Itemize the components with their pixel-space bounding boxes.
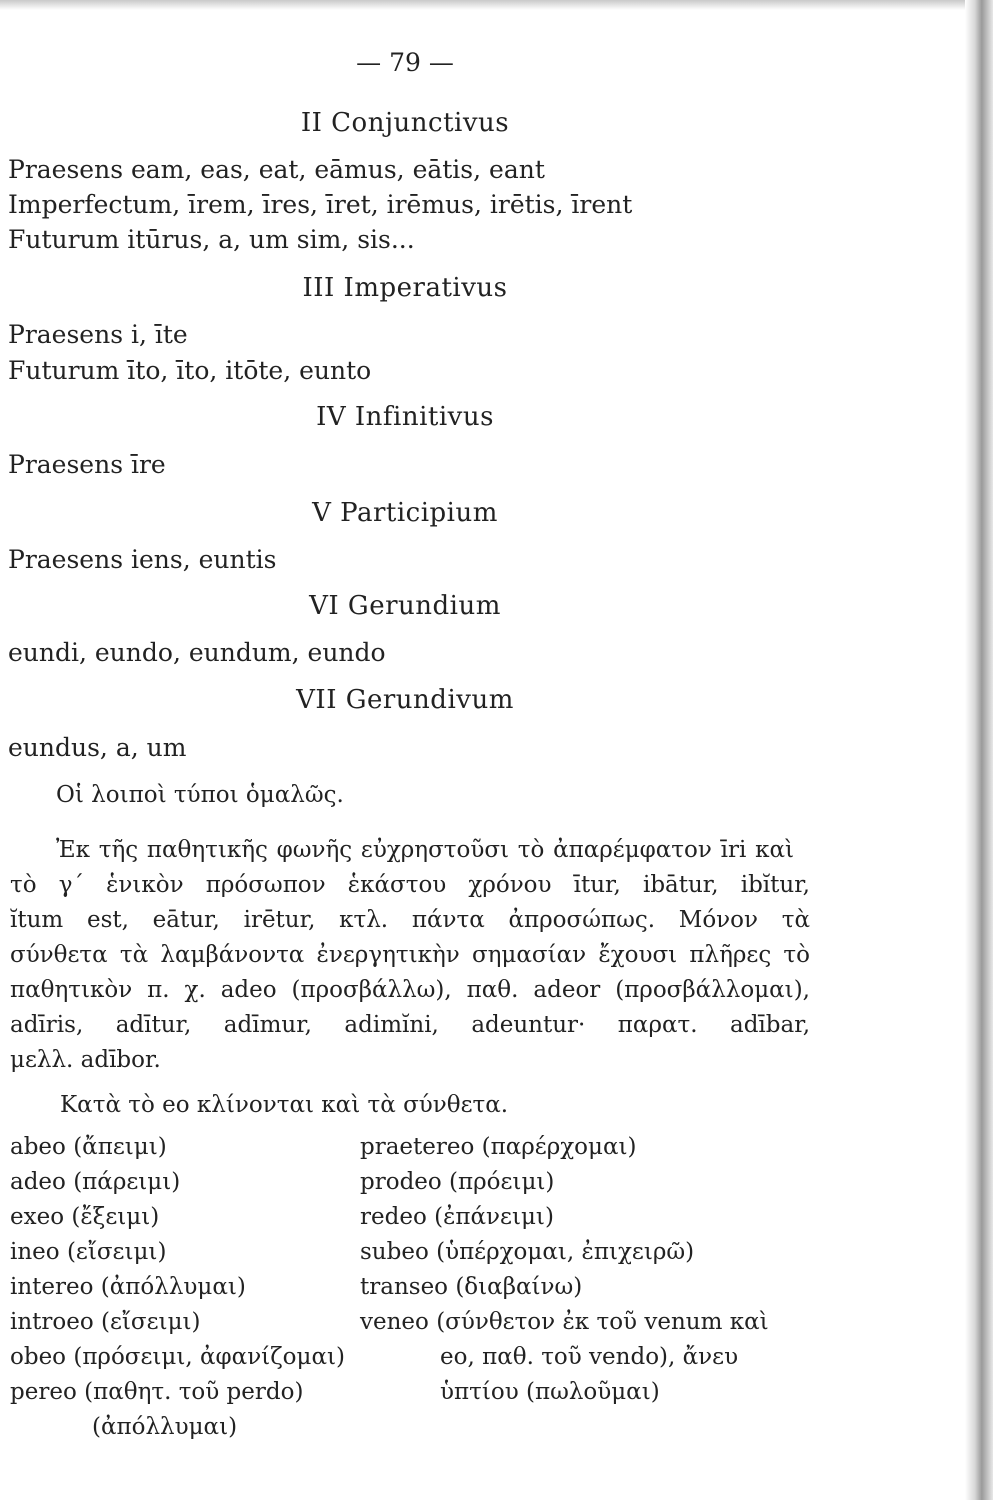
- compound-item: adeo (πάρειμι): [10, 1169, 181, 1195]
- text-line: eundus, a, um: [8, 733, 187, 762]
- paragraph-line: παθητικὸν π. χ. adeo (προσβάλλω), παθ. adeor (προσβάλλομαι),: [10, 977, 810, 1003]
- compound-item: veneo (σύνθετον ἐκ τοῦ venum καὶ: [360, 1309, 769, 1335]
- text-line: Futurum itūrus, a, um sim, sis...: [8, 225, 415, 254]
- text-line: Praesens īre: [8, 450, 166, 479]
- text-line: Οἱ λοιποὶ τύποι ὁμαλῶς.: [56, 782, 344, 808]
- page-number: — 79 —: [356, 48, 454, 77]
- compound-item: obeo (πρόσειμι, ἀφανίζομαι): [10, 1344, 345, 1370]
- text-line: Imperfectum, īrem, īres, īret, irēmus, irētis, īrent: [8, 190, 633, 219]
- compound-item: ineo (εἴσειμι): [10, 1239, 167, 1265]
- paragraph-line: adīris, adītur, adīmur, adimĭni, adeuntur· παρατ. adībar,: [10, 1012, 810, 1038]
- text-line: Futurum īto, īto, itōte, eunto: [8, 356, 372, 385]
- paragraph-line: σύνθετα τὰ λαμβάνοντα ἐνεργητικὴν σημασίαν ἔχουσι πλῆρες τὸ: [10, 942, 810, 968]
- compound-item: transeo (διαβαίνω): [360, 1274, 583, 1300]
- compound-item: prodeo (πρόειμι): [360, 1169, 555, 1195]
- paragraph-line: μελλ. adībor.: [10, 1047, 161, 1073]
- page-binding-edge: [965, 0, 993, 1500]
- text-line: Praesens iens, euntis: [8, 545, 277, 574]
- compound-item: pereo (παθητ. τοῦ perdo): [10, 1379, 304, 1405]
- text-line: Praesens eam, eas, eat, eāmus, eātis, eant: [8, 155, 545, 184]
- text-line: Praesens i, īte: [8, 320, 188, 349]
- heading-participium: V Participium: [312, 498, 498, 528]
- compound-item: subeo (ὑπέρχομαι, ἐπιχειρῶ): [360, 1239, 695, 1265]
- compound-item: introeo (εἴσειμι): [10, 1309, 201, 1335]
- compound-item: redeo (ἐπάνειμι): [360, 1204, 554, 1230]
- page-top-shadow: [0, 0, 993, 10]
- paragraph-line: τὸ γ΄ ἑνικὸν πρόσωπον ἑκάστου χρόνου ītur, ibātur, ibĭtur,: [10, 872, 810, 898]
- text-line: eundi, eundo, eundum, eundo: [8, 638, 386, 667]
- compound-item: (ἀπόλλυμαι): [92, 1414, 238, 1440]
- compound-item: eo, παθ. τοῦ vendo), ἄνευ: [440, 1344, 739, 1370]
- compound-item: ὑπτίου (πωλοῦμαι): [440, 1379, 660, 1405]
- compound-item: praetereo (παρέρχομαι): [360, 1134, 637, 1160]
- paragraph-line: ĭtum est, eātur, irētur, κτλ. πάντα ἀπροσώπως. Μόνον τὰ: [10, 907, 810, 933]
- paragraph-line: Ἐκ τῆς παθητικῆς φωνῆς εὐχρηστοῦσι τὸ ἀπαρέμφατον īri καὶ: [56, 837, 794, 863]
- heading-gerundium: VI Gerundium: [309, 591, 501, 621]
- heading-gerundivum: VII Gerundivum: [296, 685, 514, 715]
- heading-conjunctivus: II Conjunctivus: [300, 108, 510, 138]
- heading-imperativus: III Imperativus: [302, 273, 508, 303]
- heading-infinitivus: IV Infinitivus: [316, 402, 494, 432]
- compounds-intro: Κατὰ τὸ eo κλίνονται καὶ τὰ σύνθετα.: [60, 1092, 509, 1118]
- compound-item: exeo (ἔξειμι): [10, 1204, 160, 1230]
- compound-item: abeo (ἄπειμι): [10, 1134, 167, 1160]
- compound-item: intereo (ἀπόλλυμαι): [10, 1274, 246, 1300]
